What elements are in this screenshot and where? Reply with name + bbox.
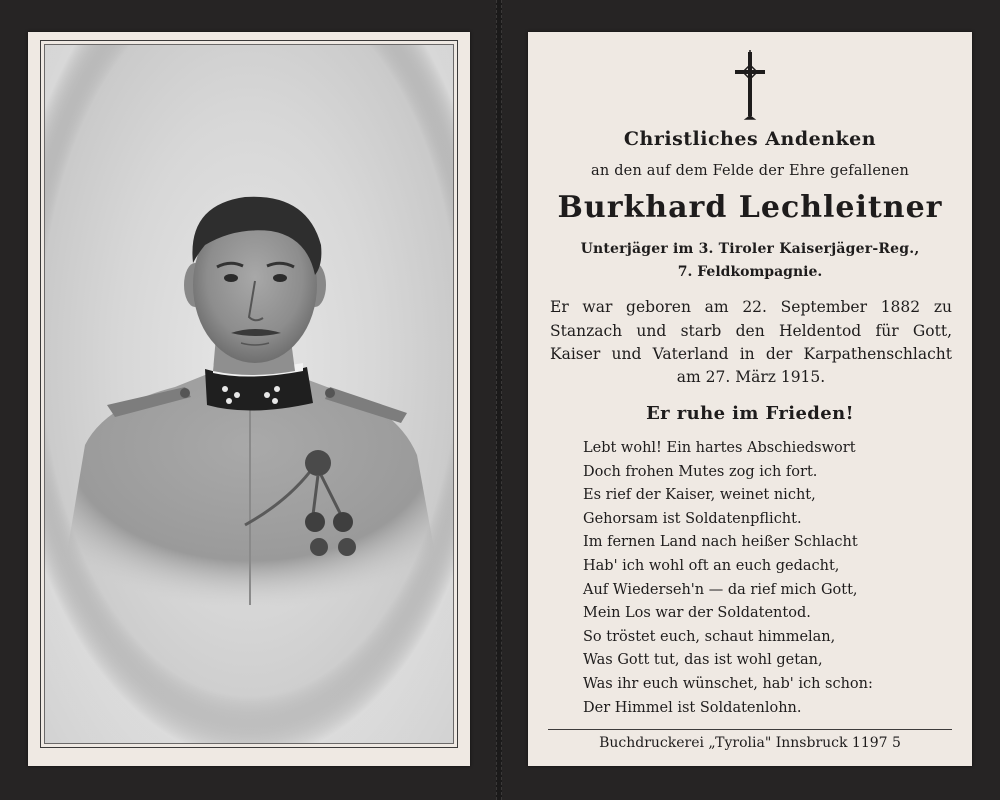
soldier-portrait-photo: [44, 44, 454, 744]
card-subtitle: an den auf dem Felde der Ehre gefallenen: [591, 163, 909, 179]
poem-line: So tröstet euch, schaut himmelan,: [583, 628, 836, 645]
poem-line: Es rief der Kaiser, weinet nicht,: [583, 487, 816, 504]
bio-line: Kaiser und Vaterland in der Karpathenschlacht: [550, 345, 952, 363]
poem-line: Mein Los war der Soldatentod.: [583, 605, 811, 622]
card-title: Christliches Andenken: [623, 128, 877, 150]
latin-cross-icon: [731, 50, 769, 120]
memorial-text-card: [528, 32, 972, 766]
portrait-card: [28, 32, 470, 766]
poem: [583, 437, 963, 720]
bio-line: Er war geboren am 22. September 1882 zu: [550, 298, 952, 316]
footer-divider: [548, 729, 952, 730]
poem-line: Im fernen Land nach heißer Schlacht: [583, 534, 858, 551]
motto: Er ruhe im Frieden!: [646, 403, 854, 424]
poem-line: Auf Wiederseh'n — da rief mich Gott,: [583, 581, 858, 598]
bio-line: am 27. März 1915.: [676, 368, 826, 386]
poem-line: Der Himmel ist Soldatenlohn.: [583, 699, 802, 716]
printer-imprint: Buchdruckerei „Tyrolia" Innsbruck 1197 5: [599, 735, 901, 751]
bio-line: Stanzach und starb den Heldentod für Gott,: [550, 322, 952, 340]
poem-line: Lebt wohl! Ein hartes Abschiedswort: [583, 440, 856, 456]
photo-frame: [40, 40, 458, 748]
poem-line: Hab' ich wohl oft an euch gedacht,: [583, 557, 840, 574]
rank-line-1: Unterjäger im 3. Tiroler Kaiserjäger-Reg.,: [580, 241, 920, 257]
deceased-name: Burkhard Lechleitner: [557, 190, 943, 225]
poem-line: Was ihr euch wünschet, hab' ich schon:: [583, 675, 873, 692]
soldier-portrait-icon: [45, 45, 454, 744]
card-fold: [496, 0, 502, 800]
poem-line: Was Gott tut, das ist wohl getan,: [583, 652, 823, 669]
poem-line: Doch frohen Mutes zog ich fort.: [583, 463, 818, 480]
rank-line-2: 7. Feldkompagnie.: [677, 264, 823, 280]
poem-line: Gehorsam ist Soldatenpflicht.: [583, 510, 802, 527]
